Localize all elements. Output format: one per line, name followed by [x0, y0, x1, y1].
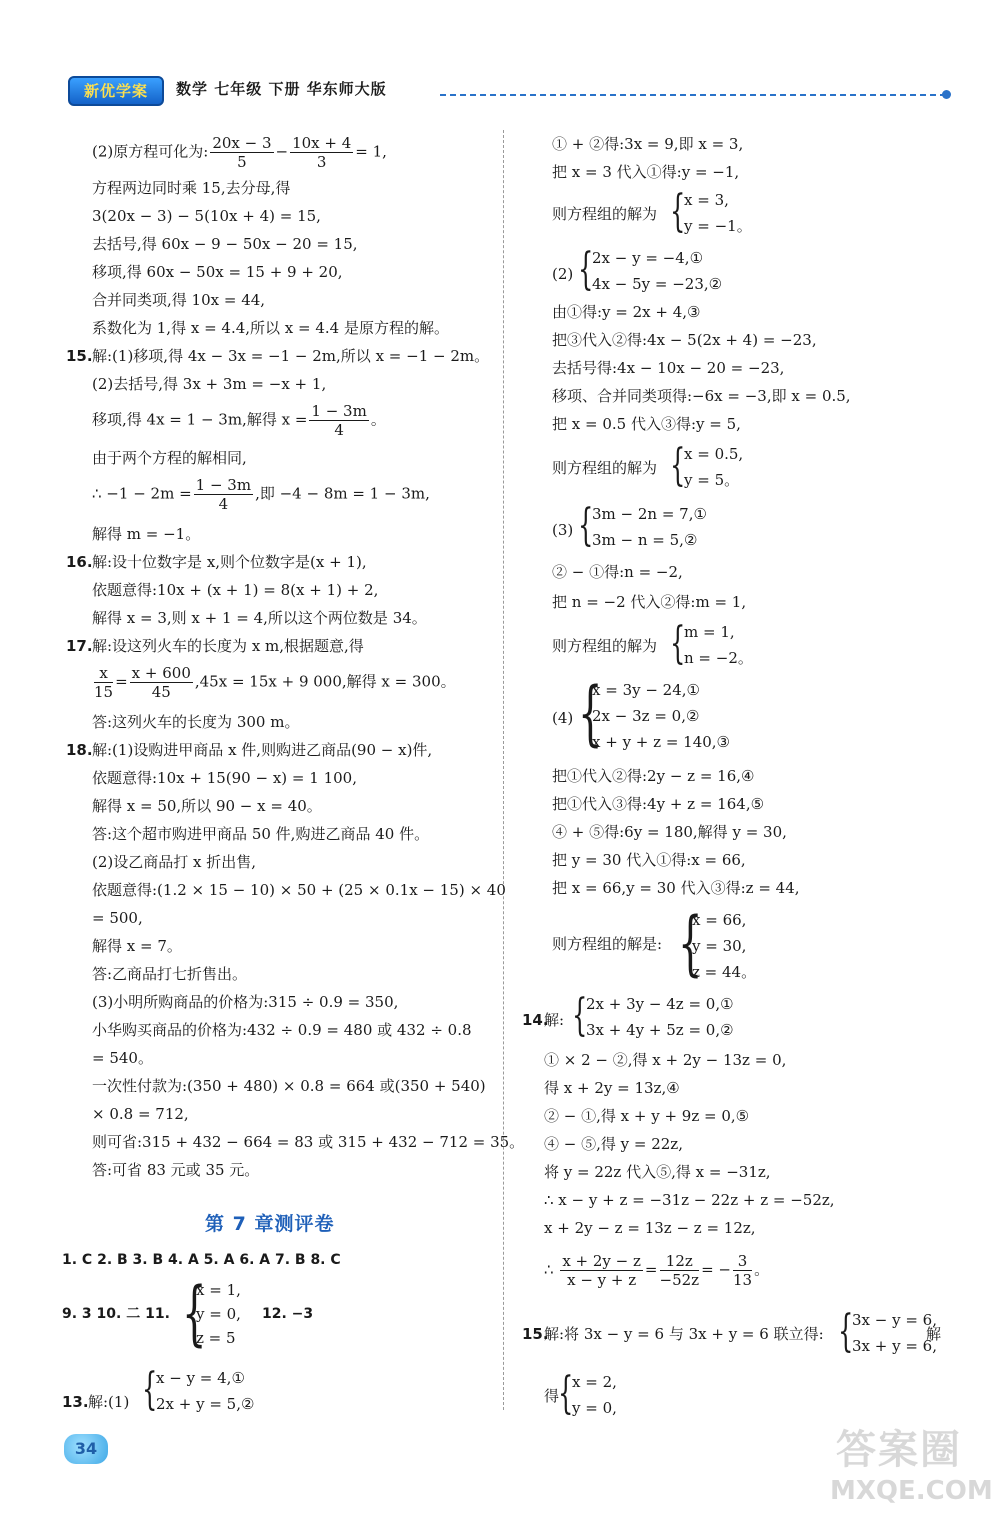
fraction	[309, 402, 368, 439]
system-row: y = 30,	[692, 937, 747, 955]
text-line: ② − ①,得 x + y + 9z = 0,⑤	[544, 1107, 750, 1125]
text-line: 则可省:315 + 432 − 664 = 83 或 315 + 432 − 712 = 35。	[92, 1133, 525, 1151]
system-row: m = 1,	[684, 623, 735, 641]
brace-icon: {	[572, 990, 588, 1041]
system-row: 3m − n = 5,②	[592, 531, 698, 549]
fraction	[130, 664, 193, 701]
text-line: ② − ①得:n = −2,	[552, 563, 683, 581]
solution-system	[678, 902, 778, 984]
denominator: −52z	[659, 1271, 700, 1289]
q11-system	[182, 1272, 242, 1354]
text-line: 则方程组的解为	[552, 459, 658, 477]
text-line: = 500,	[92, 909, 143, 927]
header-dashed-rule	[440, 94, 946, 96]
fraction	[210, 134, 273, 171]
solution-system	[670, 440, 770, 492]
text-line: 方程两边同时乘 15,去分母,得	[92, 179, 291, 197]
system-row: x = 3,	[684, 191, 729, 209]
text-line: 移项、合并同类项得:−6x = −3,即 x = 0.5,	[552, 387, 851, 405]
system-row: 2x − y = −4,①	[592, 249, 704, 267]
brace-icon: {	[670, 440, 686, 491]
text: (2)原方程可化为:	[92, 142, 209, 161]
brace-icon: {	[142, 1364, 158, 1415]
numerator: 1 − 3m	[311, 402, 367, 420]
text-line: 依题意得:(1.2 × 15 − 10) × 50 + (25 × 0.1x − 15) × 40	[92, 881, 506, 899]
denominator: 13	[732, 1271, 753, 1289]
text-line: 解:(1)设购进甲商品 x 件,则购进乙商品(90 − x)件,	[92, 741, 433, 759]
eq-line	[92, 402, 386, 439]
text-line: 解:(1)移项,得 4x − 3x = −1 − 2m,所以 x = −1 − 2m。	[92, 347, 490, 365]
text-line: ④ − ⑤,得 y = 22z,	[544, 1135, 683, 1153]
fraction	[194, 476, 253, 513]
text: 得	[544, 1387, 560, 1405]
system-row: y = −1。	[684, 217, 752, 235]
text: −	[275, 142, 289, 161]
watermark-text: 答案圈	[836, 1427, 962, 1473]
text-line: 由于两个方程的解相同,	[92, 449, 247, 467]
text: (3)	[552, 521, 574, 539]
system-row: y = 0,	[572, 1399, 617, 1417]
text-line: 把③代入②得:4x − 5(2x + 4) = −23,	[552, 331, 817, 349]
text-line: ① × 2 − ②,得 x + 2y − 13z = 0,	[544, 1051, 787, 1069]
text-line: 去括号得:4x − 10x − 20 = −23,	[552, 359, 785, 377]
text: 解	[926, 1325, 942, 1343]
system-15	[838, 1306, 937, 1358]
text-line: 答:乙商品打七折售出。	[92, 965, 248, 983]
system-row: 3x + y = 6,	[852, 1337, 937, 1355]
fraction	[94, 664, 113, 701]
system-row: z = 44。	[692, 963, 757, 981]
solution-system	[670, 186, 770, 238]
system-row: 3x − y = 6,	[852, 1311, 937, 1329]
system-row: x = 1,	[196, 1281, 241, 1299]
text: 。	[370, 410, 386, 429]
text-line: 把①代入②得:2y − z = 16,④	[552, 767, 755, 785]
text-line: 移项,得 60x − 50x = 15 + 9 + 20,	[92, 263, 343, 281]
text-line: (2)去括号,得 3x + 3m = −x + 1,	[92, 375, 327, 393]
text: 移项,得 4x = 1 − 3m,解得 x =	[92, 410, 308, 429]
brace-icon: {	[578, 244, 594, 295]
text-line: 解得 x = 7。	[92, 937, 182, 955]
numerator: 10x + 4	[292, 134, 352, 152]
text-line: 系数化为 1,得 x = 4.4,所以 x = 4.4 是原方程的解。	[92, 319, 449, 337]
page-number: 34	[64, 1434, 108, 1464]
system-row: x = 0.5,	[684, 445, 744, 463]
text-line: 合并同类项,得 10x = 44,	[92, 291, 266, 309]
numerator: 20x − 3	[212, 134, 272, 152]
system-row: y = 0,	[196, 1305, 241, 1323]
chapter-title: 第 7 章测评卷	[205, 1213, 335, 1235]
brace-icon: {	[670, 186, 686, 237]
denominator: 45	[151, 683, 171, 701]
text: = 1,	[355, 142, 387, 161]
text-line: 得 x + 2y = 13z,④	[544, 1079, 680, 1097]
text-line: 把 x = 3 代入①得:y = −1,	[552, 163, 740, 181]
text-line: 把 n = −2 代入②得:m = 1,	[552, 593, 747, 611]
fraction	[560, 1252, 643, 1289]
system-row: x − y = 4,①	[156, 1369, 245, 1387]
text-line: 解:将 3x − y = 6 与 3x + y = 6 联立得:	[544, 1325, 824, 1343]
text-line: 把①代入③得:4y + z = 164,⑤	[552, 795, 765, 813]
fill-in-answers: 9. 3 10. 二 11.	[62, 1306, 170, 1322]
eq-line	[92, 476, 430, 513]
denominator: 4	[334, 421, 344, 439]
numerator: 12z	[660, 1252, 700, 1271]
system-row: 2x + 3y − 4z = 0,①	[586, 995, 734, 1013]
text: 。	[754, 1260, 770, 1279]
q13-system	[142, 1364, 282, 1416]
brace-icon: {	[578, 672, 603, 754]
numerator: 3	[733, 1252, 752, 1271]
numerator: 1 − 3m	[195, 476, 252, 494]
text-line: 则方程组的解为	[552, 205, 658, 223]
system-row: z = 5	[196, 1329, 236, 1347]
text-line: 答:可省 83 元或 35 元。	[92, 1161, 260, 1179]
watermark	[830, 1418, 993, 1508]
text-line: 则方程组的解为	[552, 637, 658, 655]
brace-icon: {	[838, 1306, 854, 1357]
text-line: 由①得:y = 2x + 4,③	[552, 303, 701, 321]
text: ∴	[544, 1260, 554, 1279]
system-row: 3x + 4y + 5z = 0,②	[586, 1021, 734, 1039]
eq-line	[544, 1252, 769, 1289]
column-divider	[503, 130, 504, 1410]
system-2	[578, 244, 738, 296]
text-line: 解得 m = −1。	[92, 525, 201, 543]
numerator: x + 2y − z	[562, 1252, 641, 1270]
denominator: 15	[94, 683, 114, 701]
text-line: x + 2y − z = 13z − z = 12z,	[544, 1219, 756, 1237]
text-line: 则方程组的解是:	[552, 935, 663, 953]
text-line: 把 y = 30 代入①得:x = 66,	[552, 851, 746, 869]
book-title: 数学 七年级 下册 华东师大版	[176, 80, 387, 98]
denominator: 4	[218, 495, 229, 513]
solution-system	[670, 618, 770, 670]
denominator: x − y + z	[567, 1271, 637, 1289]
question-number: 15.	[66, 347, 93, 365]
text: 解:	[544, 1011, 565, 1029]
system-row: x + y + z = 140,③	[592, 733, 730, 751]
text: ∴ −1 − 2m =	[92, 484, 192, 503]
system-row: 2x − 3z = 0,②	[592, 707, 700, 725]
question-number: 13.	[62, 1393, 89, 1411]
system-row: y = 5。	[684, 471, 740, 489]
system-row: 4x − 5y = −23,②	[592, 275, 723, 293]
denominator: 5	[237, 153, 247, 171]
solution-system	[558, 1368, 638, 1420]
brace-icon: {	[670, 618, 686, 669]
brace-icon: {	[578, 500, 594, 551]
text-line: ∴ x − y + z = −31z − 22z + z = −52z,	[544, 1191, 835, 1209]
text: (2)	[552, 265, 574, 283]
question-number: 15.	[522, 1325, 549, 1343]
system-4	[578, 672, 758, 754]
system-row: 2x + y = 5,②	[156, 1395, 255, 1413]
system-row: 3m − 2n = 7,①	[592, 505, 707, 523]
system-14	[572, 990, 752, 1042]
eq-line-1	[92, 134, 387, 171]
system-row: x = 2,	[572, 1373, 617, 1391]
fraction	[290, 134, 353, 171]
brace-icon: {	[558, 1368, 574, 1419]
text-line: 小华购买商品的价格为:432 ÷ 0.9 = 480 或 432 ÷ 0.8	[92, 1021, 472, 1039]
text: 解:(1)	[88, 1393, 130, 1411]
q12-answer: 12. −3	[262, 1306, 314, 1322]
text: = −	[701, 1260, 731, 1279]
text-line: 3(20x − 3) − 5(10x + 4) = 15,	[92, 207, 321, 225]
numerator: x + 600	[131, 664, 191, 682]
multiple-choice-answers: 1. C 2. B 3. B 4. A 5. A 6. A 7. B 8. C	[62, 1252, 341, 1268]
system-row: x = 66,	[692, 911, 747, 929]
eq-line	[92, 664, 456, 701]
question-number: 18.	[66, 741, 93, 759]
text-line: × 0.8 = 712,	[92, 1105, 189, 1123]
text-line: 去括号,得 60x − 9 − 50x − 20 = 15,	[92, 235, 358, 253]
text-line: 把 x = 66,y = 30 代入③得:z = 44,	[552, 879, 800, 897]
text-line: 把 x = 0.5 代入③得:y = 5,	[552, 415, 741, 433]
text: =	[644, 1260, 658, 1279]
text-line: (3)小明所购商品的价格为:315 ÷ 0.9 = 350,	[92, 993, 399, 1011]
text: =	[115, 672, 128, 691]
text: (4)	[552, 709, 574, 727]
header-rule-dot	[942, 90, 951, 99]
numerator: x	[94, 664, 113, 683]
text-line: 依题意得:10x + (x + 1) = 8(x + 1) + 2,	[92, 581, 379, 599]
fraction	[660, 1252, 700, 1289]
text-line: 将 y = 22z 代入⑤,得 x = −31z,	[544, 1163, 771, 1181]
question-number: 14.	[522, 1011, 549, 1029]
text-line: 答:这个超市购进甲商品 50 件,购进乙商品 40 件。	[92, 825, 430, 843]
question-number: 17.	[66, 637, 93, 655]
denominator: 3	[316, 153, 327, 171]
text-line: 一次性付款为:(350 + 480) × 0.8 = 664 或(350 + 540)	[92, 1077, 486, 1095]
text-line: 解:设这列火车的长度为 x m,根据题意,得	[92, 637, 364, 655]
text-line: = 540。	[92, 1049, 153, 1067]
question-number: 16.	[66, 553, 93, 571]
text-line: ④ + ⑤得:6y = 180,解得 y = 30,	[552, 823, 787, 841]
text-line: 解得 x = 50,所以 90 − x = 40。	[92, 797, 322, 815]
series-logo-badge: 新优学案	[68, 76, 164, 106]
text: ,即 −4 − 8m = 1 − 3m,	[255, 484, 430, 503]
watermark-url: MXQE.COM	[830, 1476, 993, 1506]
text: ,45x = 15x + 9 000,解得 x = 300。	[194, 672, 456, 691]
text-line: 解:设十位数字是 x,则个位数字是(x + 1),	[92, 553, 367, 571]
system-row: x = 3y − 24,①	[592, 681, 700, 699]
text-line: 依题意得:10x + 15(90 − x) = 1 100,	[92, 769, 357, 787]
brace-icon: {	[678, 902, 703, 984]
text-line: (2)设乙商品打 x 折出售,	[92, 853, 257, 871]
text-line: 答:这列火车的长度为 300 m。	[92, 713, 300, 731]
text-line: ① + ②得:3x = 9,即 x = 3,	[552, 135, 744, 153]
system-3	[578, 500, 738, 552]
fraction	[733, 1252, 752, 1289]
system-row: n = −2。	[684, 649, 753, 667]
text-line: 解得 x = 3,则 x + 1 = 4,所以这个两位数是 34。	[92, 609, 427, 627]
brace-icon: {	[182, 1272, 207, 1354]
